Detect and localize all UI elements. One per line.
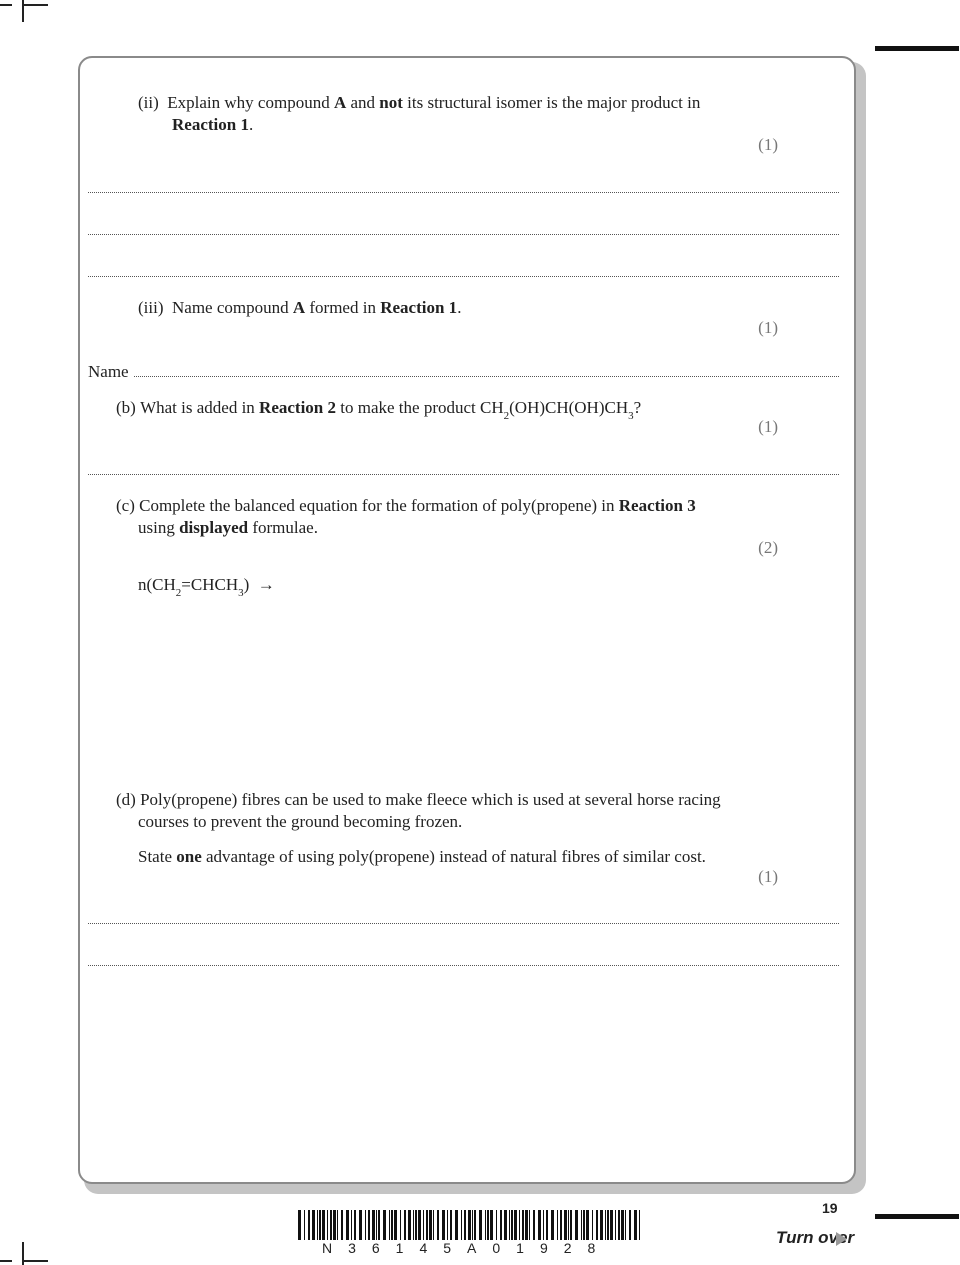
marks-label: (1): [758, 867, 778, 886]
crop-mark: [0, 4, 12, 6]
question-b: (b) What is added in Reaction 2 to make the product $CH_2(OH)CH(OH)CH_3$?: [116, 398, 642, 422]
barcode: [296, 1210, 646, 1240]
marks-label: (1): [758, 135, 778, 154]
answer-line[interactable]: [88, 923, 839, 924]
page-number: 19: [822, 1200, 838, 1216]
question-d-line2: courses to prevent the ground becoming frozen.: [138, 812, 463, 831]
question-number: (d): [116, 790, 136, 809]
question-number: (c): [116, 496, 135, 515]
marks-label: (1): [758, 417, 778, 436]
answer-line[interactable]: [88, 965, 839, 966]
answer-line[interactable]: [88, 474, 839, 475]
answer-line[interactable]: [134, 376, 839, 377]
question-text: Explain why compound A and not its structural isomer is the major product in: [167, 93, 701, 112]
reaction-arrow-icon: →: [257, 575, 275, 594]
crop-mark: [22, 4, 48, 6]
answer-line[interactable]: [88, 192, 839, 193]
crop-mark: [22, 1260, 48, 1262]
question-ii-line2: Reaction 1.: [172, 115, 254, 134]
question-d: (d) Poly(propene) fibres can be used to make fleece which is used at several horse racing: [116, 790, 721, 809]
question-number: (iii): [138, 298, 164, 317]
question-c-line2: using displayed formulae.: [138, 518, 318, 537]
question-d-line3: State one advantage of using poly(propene) instead of natural fibres of similar cost.: [138, 847, 706, 866]
question-text: Name compound A formed in Reaction 1.: [172, 298, 462, 317]
name-label: Name: [88, 362, 129, 381]
margin-bar: [875, 1214, 959, 1219]
margin-bar: [875, 46, 959, 51]
turn-over-label: Turn over: [776, 1228, 855, 1247]
marks-label: (1): [758, 318, 778, 337]
crop-mark: [0, 1260, 12, 1262]
question-ii: [138, 92, 700, 114]
question-number: (ii): [138, 93, 159, 112]
answer-line[interactable]: [88, 276, 839, 277]
equation: $n(CH_2=CHCH_3)$ →: [138, 575, 275, 599]
question-iii: [138, 297, 461, 319]
barcode-text: N36145A01928: [322, 1240, 612, 1256]
question-c: (c) Complete the balanced equation for the formation of poly(propene) in Reaction 3: [116, 496, 696, 515]
turn-over-arrow-icon: [836, 1232, 847, 1246]
answer-frame: [78, 56, 856, 1184]
marks-label: (2): [758, 538, 778, 557]
question-number: (b): [116, 398, 136, 417]
answer-line[interactable]: [88, 234, 839, 235]
